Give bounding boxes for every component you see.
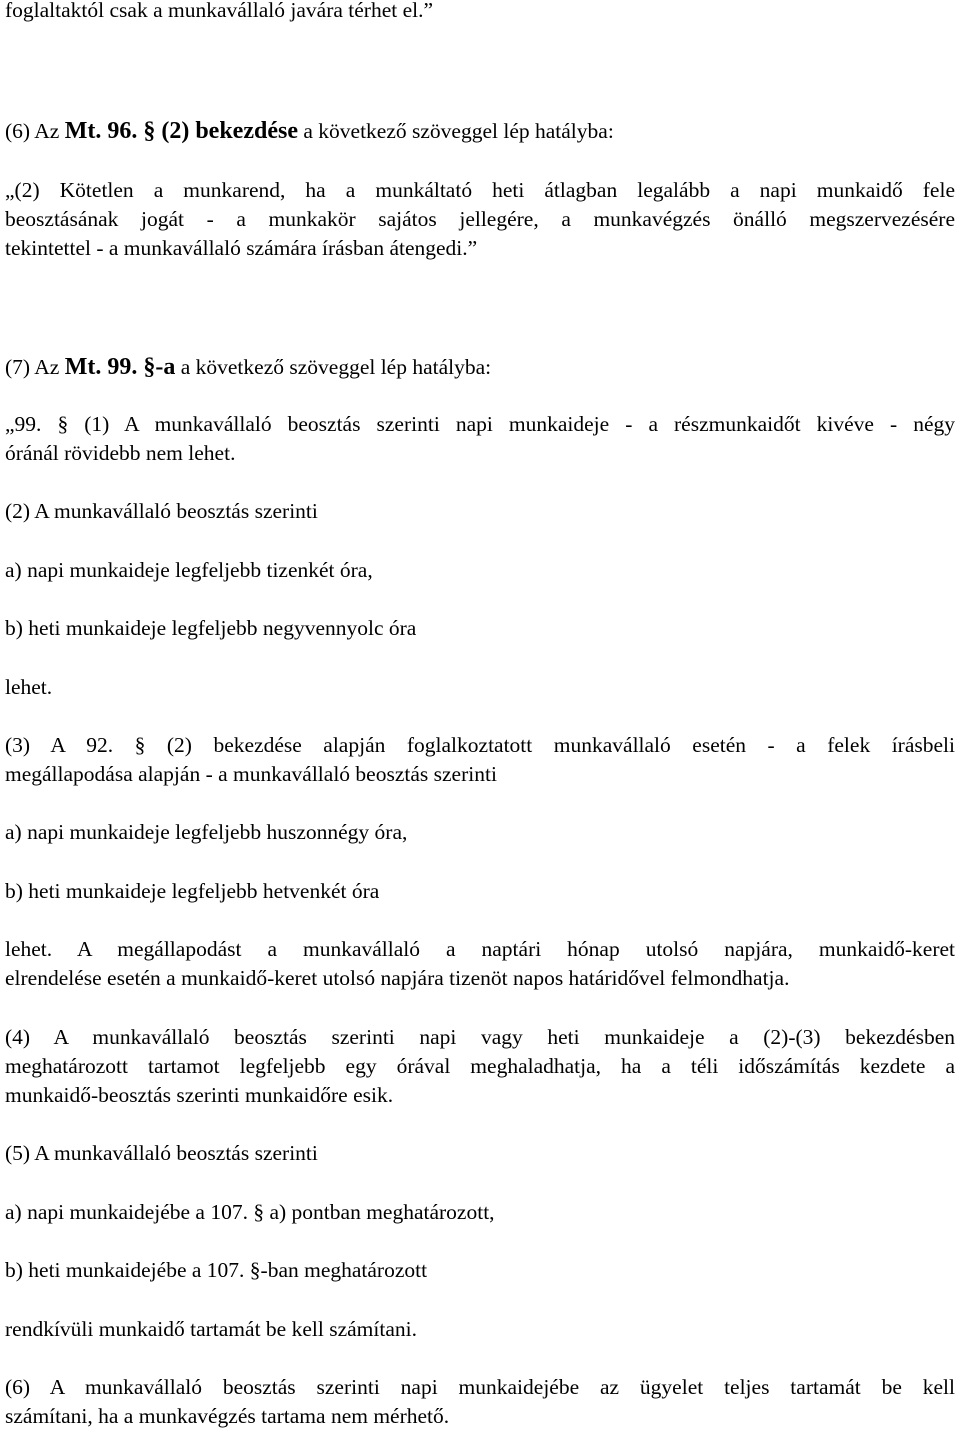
paragraph-line: (4) A munkavállaló beosztás szerinti napi vagy heti munkaideje a (2)-(3) bekezdésben: [5, 1025, 955, 1049]
paragraph-line: elrendelése esetén a munkaidő-keret utolsó napjára tizenöt napos határidővel felmondhatja.: [5, 966, 790, 990]
paragraph-line: rendkívüli munkaidő tartamát be kell számítani.: [5, 1317, 417, 1341]
paragraph-line: munkaidő-beosztás szerinti munkaidőre esik.: [5, 1083, 394, 1107]
paragraph-line: megállapodása alapján - a munkavállaló beosztás szerinti: [5, 762, 497, 786]
paragraph-line: „99. § (1) A munkavállaló beosztás szerinti napi munkaideje - a részmunkaidőt kivéve - négy: [5, 412, 955, 436]
heading-suffix: a következő szöveggel lép hatályba:: [297, 119, 614, 143]
amendment-heading-7: [5, 353, 491, 382]
paragraph-line: meghatározott tartamot legfeljebb egy órával meghaladhatja, ha a téli időszámítás kezdete a: [5, 1054, 955, 1078]
paragraph-line: „(2) Kötetlen a munkarend, ha a munkáltató heti átlagban legalább a napi munkaidő fele: [5, 178, 955, 202]
list-item: a) napi munkaidejébe a 107. § a) pontban meghatározott,: [5, 1200, 495, 1224]
heading-suffix: a következő szöveggel lép hatályba:: [175, 355, 492, 379]
paragraph-line: beosztásának jogát - a munkakör sajátos jellegére, a munkavégzés önálló megszervezésére: [5, 207, 955, 231]
paragraph-line: (6) A munkavállaló beosztás szerinti napi munkaidejébe az ügyelet teljes tartamát be kell: [5, 1375, 955, 1399]
paragraph-line: lehet. A megállapodást a munkavállaló a naptári hónap utolsó napjára, munkaidő-keret: [5, 937, 955, 961]
paragraph-line: (3) A 92. § (2) bekezdése alapján foglalkoztatott munkavállaló esetén - a felek írásbeli: [5, 733, 955, 757]
paragraph-line: (2) A munkavállaló beosztás szerinti: [5, 499, 318, 523]
paragraph-line: számítani, ha a munkavégzés tartama nem mérhető.: [5, 1404, 450, 1428]
list-item: b) heti munkaidejébe a 107. §-ban meghatározott: [5, 1258, 428, 1282]
list-item: a) napi munkaideje legfeljebb tizenkét óra,: [5, 558, 373, 582]
paragraph-line: lehet.: [5, 675, 53, 699]
amendment-heading-6: [5, 117, 614, 146]
paragraph-line: foglaltaktól csak a munkavállaló javára térhet el.”: [5, 0, 434, 22]
list-item: b) heti munkaideje legfeljebb hetvenkét óra: [5, 879, 380, 903]
list-item: b) heti munkaideje legfeljebb negyvennyolc óra: [5, 616, 417, 640]
heading-reference: Mt. 96. § (2) bekezdése: [64, 118, 298, 144]
paragraph-line: óránál rövidebb nem lehet.: [5, 441, 236, 465]
heading-prefix: (6) Az: [5, 119, 65, 143]
list-item: a) napi munkaideje legfeljebb huszonnégy óra,: [5, 820, 408, 844]
heading-reference: Mt. 99. §-a: [64, 354, 176, 380]
heading-prefix: (7) Az: [5, 355, 65, 379]
paragraph-line: (5) A munkavállaló beosztás szerinti: [5, 1141, 318, 1165]
paragraph-line: tekintettel - a munkavállaló számára írásban átengedi.”: [5, 236, 478, 260]
